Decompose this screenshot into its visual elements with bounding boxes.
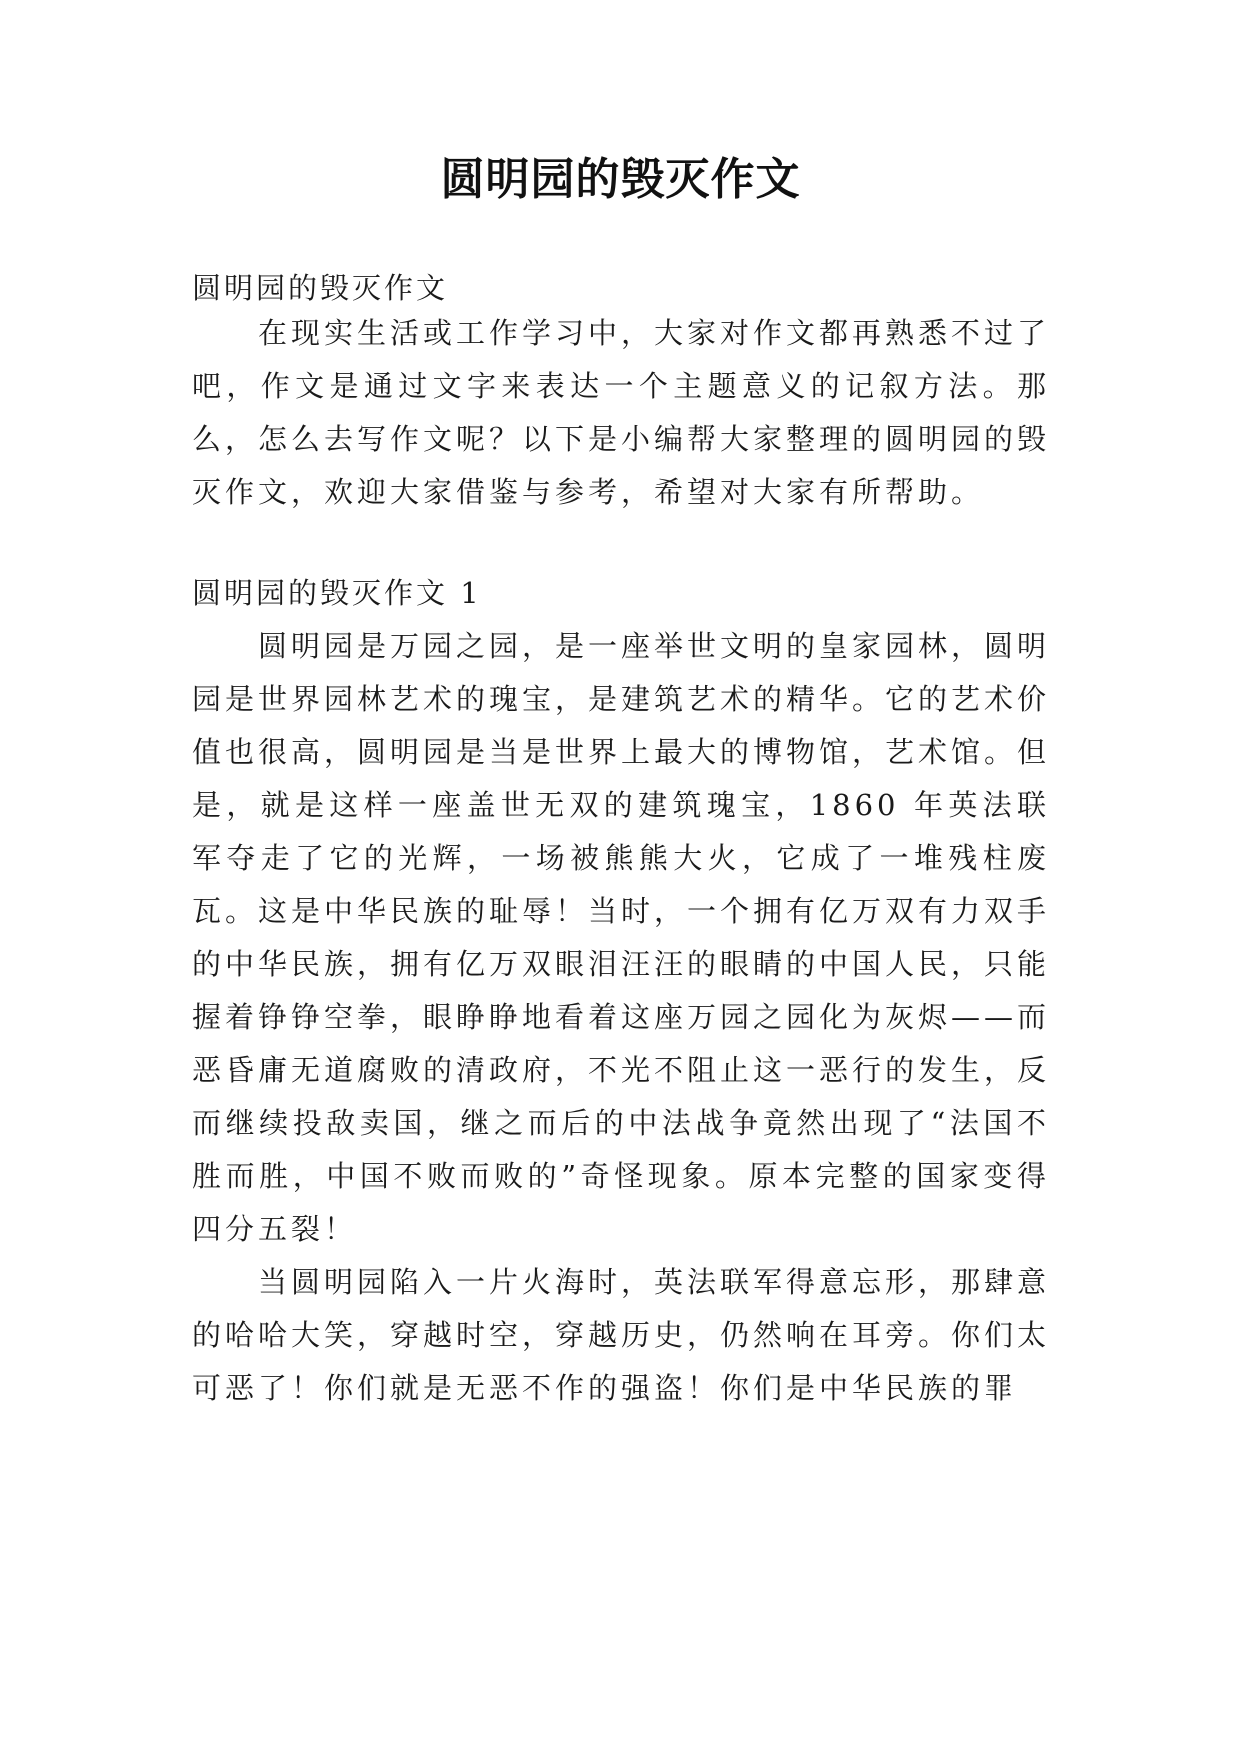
section-heading: 圆明园的毁灭作文 1 [192,576,482,610]
intro-heading: 圆明园的毁灭作文 [192,271,449,305]
body-paragraph-2: 这是中华民族的耻辱！当时，一个拥有亿万双有力双手的中华民族，拥有亿万双眼泪汪汪的眼睛的中国人民，只能握着铮铮空拳，眼睁睁地看着这座万园之园化为灰烬——而恶昏庸无道腐败的清政府，不光不阻止这一恶行的发生，反而继续投敌卖国，继之而后的中法战争竟然出现了“法国不胜而胜，中国不败而败的”奇怪现象。原本完整的国家变得四分五裂！ [192,894,1051,1246]
body-paragraph-1: 圆明园是万园之园，是一座举世文明的皇家园林，圆明园是世界园林艺术的瑰宝，是建筑艺术的精华。它的艺术价值也很高，圆明园是当是世界上最大的博物馆，艺术馆。但是，就是这样一座盖世无双的建筑瑰宝，1860 年英法联军夺走了它的光辉，一场被熊熊大火，它成了一堆残柱废瓦。 [192,629,1051,928]
body-paragraph-3: 当圆明园陷入一片火海时，英法联军得意忘形，那肆意的哈哈大笑，穿越时空，穿越历史，仍然响在耳旁。你们太可恶了！你们就是无恶不作的强盗！你们是中华民族的罪 [192,1265,1051,1405]
intro-paragraph: 在现实生活或工作学习中，大家对作文都再熟悉不过了吧，作文是通过文字来表达一个主题意义的记叙方法。那么，怎么去写作文呢？以下是小编帮大家整理的圆明园的毁灭作文，欢迎大家借鉴与参考，希望对大家有所帮助。 [192,316,1051,509]
document-title: 圆明园的毁灭作文 [440,154,801,205]
